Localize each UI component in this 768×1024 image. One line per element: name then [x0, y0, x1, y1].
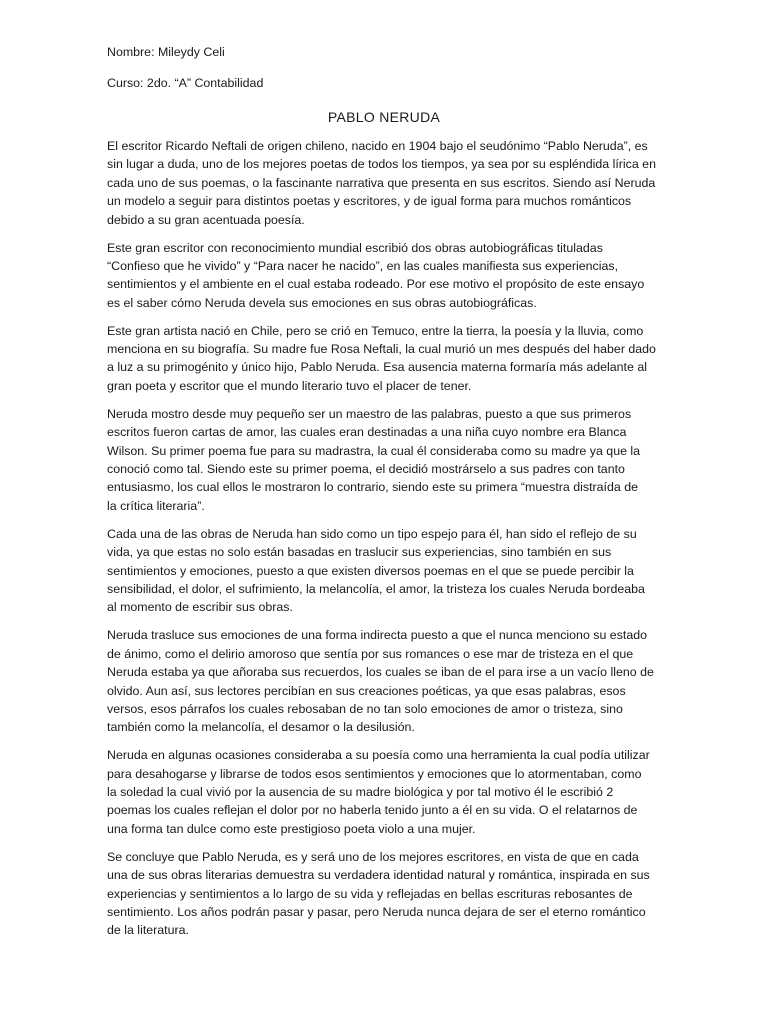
paragraph-line: entusiasmo, los cual ellos le mostraron lo contrario, siendo este su primera “muestra distraída de	[107, 480, 638, 495]
paragraph-line: versos, esos párrafos los cuales rebosaban de no tan solo emociones de amor o tristeza, sino	[107, 701, 623, 716]
essay-paragraph	[107, 525, 667, 617]
paragraph-line: Cada una de las obras de Neruda han sido como un tipo espejo para él, han sido el reflejo de su	[107, 526, 637, 541]
paragraph-line: un modelo a seguir para distintos poetas y escritores, y de igual forma para muchos románticos	[107, 194, 632, 209]
paragraph-line: poemas los cuales reflejan el dolor por no haberla tenido junto a él en su vida. O el relatarnos de	[107, 803, 638, 818]
paragraph-line: al momento de escribir sus obras.	[107, 600, 293, 615]
paragraph-line: Wilson. Su primer poema fue para su madrastra, la cual él consideraba como su madre ya que la	[107, 443, 641, 458]
paragraph-line: es el saber cómo Neruda devela sus emociones en sus obras autobiográficas.	[107, 295, 537, 310]
paragraph-line: una de sus obras literarias demuestra su verdadera identidad natural y romántica, inspirada en sus	[107, 868, 650, 883]
paragraph-line: una forma tan dulce como este prestigioso poeta violo a una mujer.	[107, 821, 476, 836]
paragraph-line: “Confieso que he vivido” y “Para nacer he nacido”, en las cuales manifiesta sus experiencias,	[107, 258, 619, 273]
essay-paragraph	[107, 137, 667, 229]
paragraph-line: Neruda trasluce sus emociones de una forma indirecta puesto a que el nunca menciono su estado	[107, 628, 648, 643]
paragraph-line: la crítica literaria”.	[107, 498, 205, 513]
essay-paragraph	[107, 848, 667, 940]
essay-body	[107, 137, 667, 949]
paragraph-line: de ánimo, como el delirio amoroso que sentía por sus romances o ese mar de tristeza en el que	[107, 646, 634, 661]
essay-paragraph	[107, 746, 667, 838]
paragraph-line: Neruda mostro desde muy pequeño ser un maestro de las palabras, puesto a que sus primeros	[107, 406, 632, 421]
paragraph-line: Este gran escritor con reconocimiento mundial escribió dos obras autobiográficas tituladas	[107, 240, 603, 255]
paragraph-line: Neruda estaba ya que añoraba sus recuerdos, los cuales se iban de el para irse a un vacío lleno de	[107, 665, 654, 680]
paragraph-line: cada uno de sus poemas, o la fascinante narrativa que presenta en sus escritos. Siendo así Neruda	[107, 175, 656, 190]
paragraph-line: gran poeta y escritor que el mundo literario tuvo el placer de tener.	[107, 378, 472, 393]
paragraph-line: de la literatura.	[107, 923, 189, 938]
paragraph-line: Neruda en algunas ocasiones consideraba a su poesía como una herramienta la cual podía utilizar	[107, 748, 650, 763]
paragraph-line: la soledad la cual vivió por la ausencia de su madre biológica y por tal motivo él le escribió 2	[107, 785, 614, 800]
paragraph-line: sentimiento. Los años podrán pasar y pasar, pero Neruda nunca dejara de ser el eterno romántico	[107, 905, 646, 919]
paragraph-line: escritos fueron cartas de amor, las cuales eran destinadas a una niña cuyo nombre era Blanca	[107, 425, 627, 440]
paragraph-line: vida, ya que estas no solo están basadas en traslucir sus experiencias, sino también en sus	[107, 545, 612, 560]
paragraph-line: El escritor Ricardo Neftali de origen chileno, nacido en 1904 bajo el seudónimo “Pablo Neruda”, es	[107, 139, 648, 153]
essay-title: PABLO NERUDA	[327, 109, 441, 125]
essay-paragraph	[107, 322, 667, 396]
paragraph-line: sin lugar a duda, uno de los mejores poetas de todos los tiempos, ya sea por su espléndida lírica en	[107, 157, 656, 172]
paragraph-line: olvido. Aun así, sus lectores percibían en sus creaciones poéticas, ya que esas palabras, esos	[107, 683, 626, 698]
paragraph-line: Se concluye que Pablo Neruda, es y será uno de los mejores escritores, en vista de que en cada	[107, 849, 639, 864]
paragraph-line: debido a su gran acentuada poesía.	[107, 212, 305, 227]
course-line: Curso: 2do. “A” Contabilidad	[107, 76, 264, 90]
paragraph-line: también como la melancolía, el desamor o la desilusión.	[107, 720, 415, 735]
paragraph-line: a luz a su primogénito y único hijo, Pablo Neruda. Esa ausencia materna formaría más adelante al	[107, 360, 647, 375]
paragraph-line: Este gran artista nació en Chile, pero se crió en Temuco, entre la tierra, la poesía y la lluvia, como	[107, 323, 644, 338]
essay-paragraph	[107, 405, 667, 515]
paragraph-line: conoció como tal. Siendo este su primer poema, el decidió mostrárselo a sus padres con tanto	[107, 462, 625, 477]
student-name: Nombre: Mileydy Celi	[107, 45, 225, 59]
paragraph-line: sentimientos y el ambiente en el cual estaba rodeado. Por ese motivo el propósito de este ensayo	[107, 277, 645, 292]
essay-paragraph	[107, 239, 667, 313]
paragraph-line: para desahogarse y librarse de todos esos sentimientos y emociones que lo atormentaban, como	[107, 766, 642, 781]
paragraph-line: experiencias y sentimientos a lo largo de su vida y reflejadas en bellas escrituras rebosantes de	[107, 886, 633, 901]
paragraph-line: menciona en su biografía. Su madre fue Rosa Neftali, la cual murió un mes después del haber dado	[107, 342, 656, 357]
paragraph-line: sensibilidad, el dolor, el sufrimiento, la melancolía, el amor, la tristeza los cuales Neruda bordeaba	[107, 581, 645, 596]
paragraph-line: sentimientos y emociones, puesto a que existen diversos poemas en el que se puede percibir la	[107, 563, 634, 578]
essay-paragraph	[107, 626, 667, 736]
